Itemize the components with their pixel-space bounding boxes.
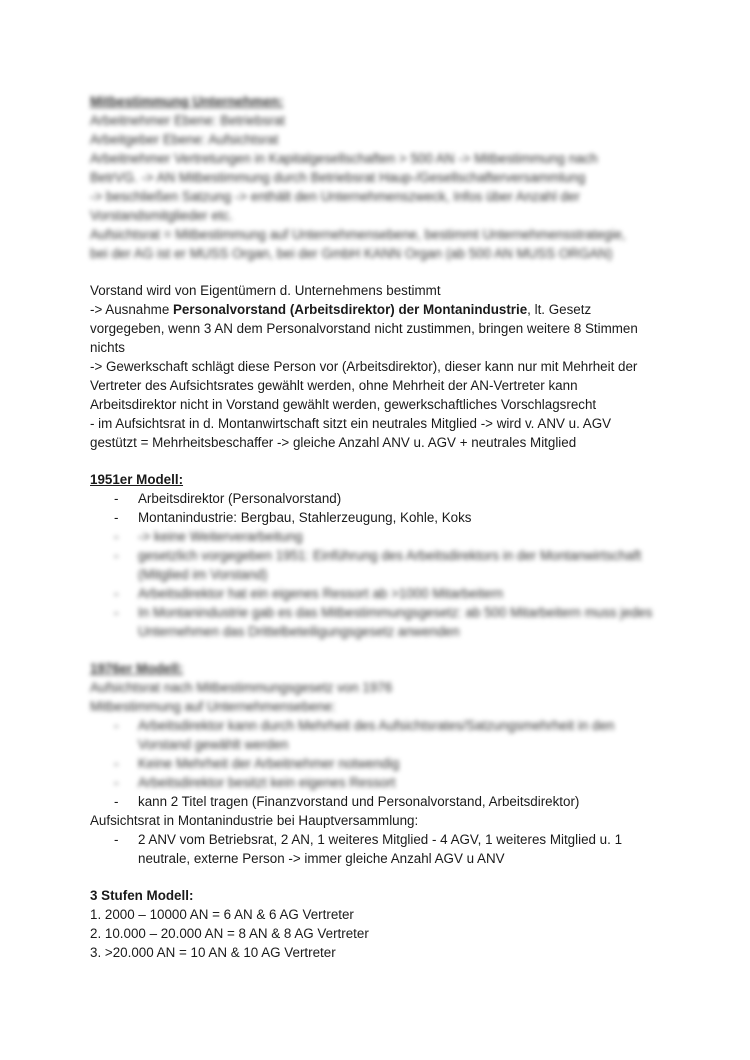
text-line: Aufsichtsrat in Montanindustrie bei Hauptversammlung: — [90, 813, 419, 828]
list-item: - Keine Mehrheit der Arbeitnehmer notwendig — [90, 754, 665, 773]
section-title: 1976er Modell: — [90, 661, 184, 676]
text-line: - im Aufsichtsrat in d. Montanwirtschaft sitzt ein neutrales Mitglied -> wird v. ANV u. AGV — [90, 416, 612, 431]
blurred-block — [90, 659, 665, 792]
list-item: - kann 2 Titel tragen (Finanzvorstand und Personalvorstand, Arbeitsdirektor) — [90, 792, 665, 811]
text-line: Aufsichtsrat = Mitbestimmung auf Unternehmensebene, bestimmt Unternehmensstrategie, — [90, 227, 626, 242]
list-item: - Arbeitsdirektor (Personalvorstand) — [90, 489, 665, 508]
text-line: Arbeitnehmer Ebene: Betriebsrat — [90, 113, 286, 128]
text-line: Arbeitsdirektor nicht in Vorstand gewählt werden, gewerkschaftliches Vorschlagsrecht — [90, 397, 597, 412]
text-line: Vertreter des Aufsichtsrates gewählt werden, ohne Mehrheit der AN-Vertreter kann — [90, 378, 578, 393]
section-mitbestimmung-unternehmen — [90, 92, 665, 263]
text-line: Arbeitnehmer Vertretungen in Kapitalgesellschaften > 500 AN -> Mitbestimmung nach — [90, 151, 598, 166]
section-1951er-modell — [90, 470, 665, 641]
bullet-list-blurred — [90, 716, 665, 792]
list-item: - Montanindustrie: Bergbau, Stahlerzeugung, Kohle, Koks — [90, 508, 665, 527]
text-line: Vorstandsmitglieder etc. — [90, 208, 233, 223]
list-item: - Arbeitsdirektor hat ein eigenes Ressort ab >1000 Mitarbeitern — [90, 584, 665, 603]
numbered-item: 1. 2000 – 10000 AN = 6 AN & 6 AG Vertreter — [90, 907, 354, 922]
bullet-list-blurred — [90, 527, 665, 641]
section-title: 1951er Modell: — [90, 472, 184, 487]
numbered-item: 2. 10.000 – 20.000 AN = 8 AN & 8 AG Vertreter — [90, 926, 369, 941]
list-item: - -> keine Weiterverarbeitung — [90, 527, 665, 546]
document-page — [90, 92, 665, 962]
text-line: nichts — [90, 340, 125, 355]
section-vorstand — [90, 281, 665, 452]
text-line: Arbeitgeber Ebene: Aufsichtsrat — [90, 132, 279, 147]
text-line: bei der AG ist er MUSS Organ, bei der GmbH KANN Organ (ab 500 AN MUSS ORGAN) — [90, 246, 613, 261]
text-line: BetrVG. -> AN Mitbestimmung durch Betriebsrat Haup-/Gesellschafterversammlung — [90, 170, 586, 185]
bullet-list — [90, 489, 665, 527]
list-item: - gesetzlich vorgegeben 1951: Einführung des Arbeitsdirektors in der Montanwirtschaft (Mitglied im Vorstand) — [90, 546, 665, 584]
text-line: -> beschließen Satzung -> enthält den Unternehmenszweck, Infos über Anzahl der — [90, 189, 580, 204]
bold-fragment: Personalvorstand (Arbeitsdirektor) der Montanindustrie — [173, 302, 528, 317]
section-title: Mitbestimmung Unternehmen: — [90, 94, 284, 109]
text-line: Aufsichtsrat nach Mitbestimmungsgesetz von 1976 — [90, 680, 393, 695]
numbered-item: 3. >20.000 AN = 10 AN & 10 AG Vertreter — [90, 945, 336, 960]
text-line: vorgegeben, wenn 3 AN dem Personalvorstand nicht zustimmen, bringen weitere 8 Stimmen — [90, 321, 638, 336]
text-line: -> Gewerkschaft schlägt diese Person vor (Arbeitsdirektor), dieser kann nur mit Mehrheit der — [90, 359, 638, 374]
section-title: 3 Stufen Modell: — [90, 888, 194, 903]
section-1976er-modell — [90, 659, 665, 868]
list-item: - In Montanindustrie gab es das Mitbestimmungsgesetz: ab 500 Mitarbeitern muss jedes Unternehmen das Drittelbeteiligungsgesetz anwenden — [90, 603, 665, 641]
text-line: gestützt = Mehrheitsbeschaffer -> gleiche Anzahl ANV u. AGV + neutrales Mitglied — [90, 435, 577, 450]
text-line: Vorstand wird von Eigentümern d. Unternehmens bestimmt — [90, 283, 441, 298]
list-item: - 2 ANV vom Betriebsrat, 2 AN, 1 weiteres Mitglied - 4 AGV, 1 weiteres Mitglied u. 1 neutrale, externe Person -> immer gleiche Anzahl AGV u ANV — [90, 830, 665, 868]
list-item: - Arbeitsdirektor kann durch Mehrheit des Aufsichtsrates/Satzungsmehrheit in den Vorstand gewählt werden — [90, 716, 665, 754]
bullet-list — [90, 792, 665, 811]
text-fragment: -> Ausnahme — [90, 302, 173, 317]
text-line: Mitbestimmung auf Unternehmensebene: — [90, 699, 336, 714]
section-3-stufen-modell — [90, 886, 665, 962]
text-line — [90, 300, 665, 319]
list-item: - Arbeitsdirektor besitzt kein eigenes Ressort — [90, 773, 665, 792]
bullet-list — [90, 830, 665, 868]
text-fragment: , lt. Gesetz — [527, 302, 592, 317]
